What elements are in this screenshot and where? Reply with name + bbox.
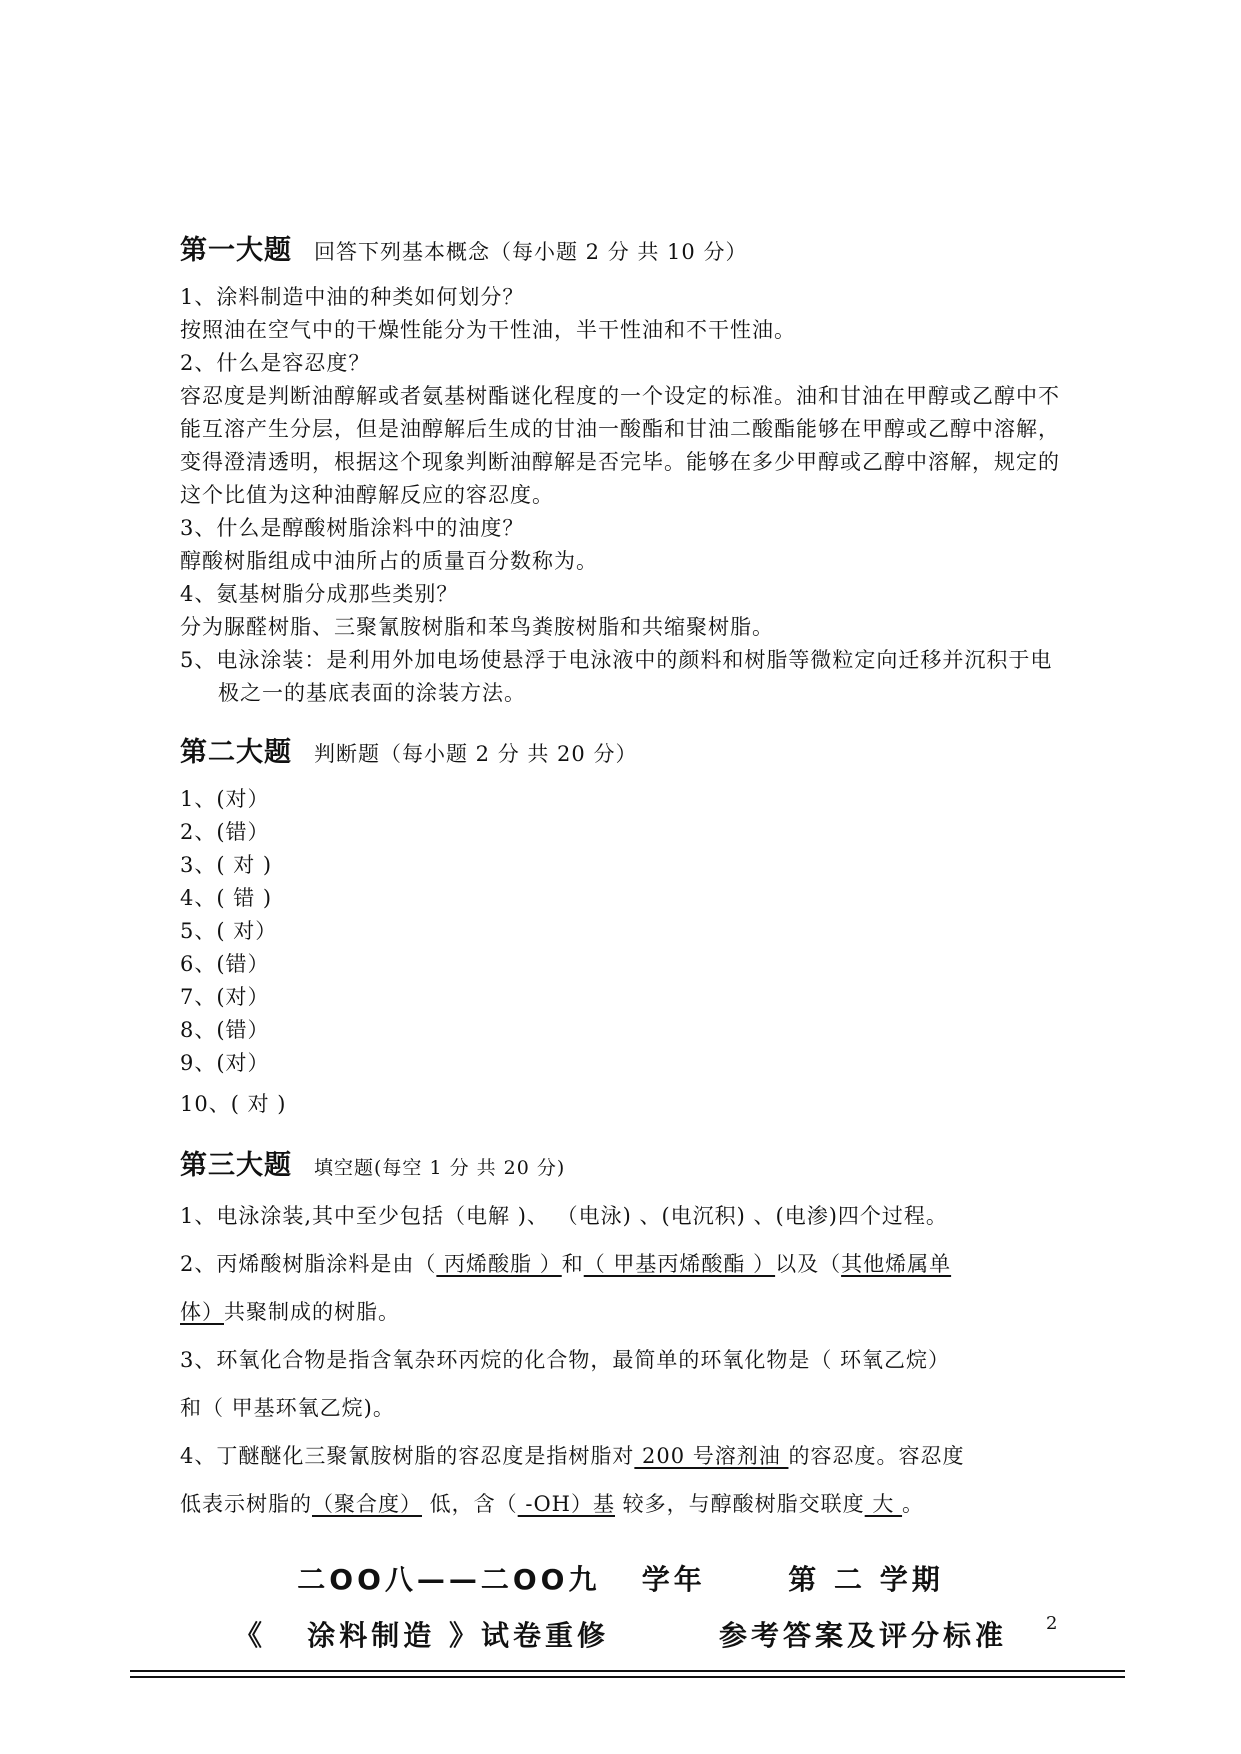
q2-text: 2、丙烯酸树脂涂料是由（ — [180, 1252, 437, 1276]
q2-text: 共聚制成的树脂。 — [224, 1300, 400, 1324]
judge-item: 1、(对） — [180, 787, 270, 811]
section3-desc: 填空题(每空 1 分 共 20 分) — [314, 1157, 566, 1179]
section2-desc: 判断题（每小题 2 分 共 20 分） — [314, 742, 638, 766]
judge-item: 9、(对） — [180, 1051, 270, 1075]
judge-item: 10、( 对 ) — [180, 1092, 287, 1116]
s3-question-2-line-2 — [180, 1288, 1060, 1336]
section3-title: 第三大题 — [180, 1150, 292, 1181]
s3-question-3-line-2: 和（ 甲基环氧乙烷)。 — [180, 1396, 395, 1420]
footer-title-line: 《 涂料制造 》试卷重修 参考答案及评分标准 — [234, 1619, 1007, 1652]
judge-item: 3、( 对 ) — [180, 853, 273, 877]
section2-title: 第二大题 — [180, 737, 292, 768]
q4-blank-1: 200 号溶剂油 — [634, 1444, 789, 1468]
s1-answer-1: 按照油在空气中的干燥性能分为干性油，半干性油和不干性油。 — [180, 318, 796, 342]
q4-blank-4: 大 — [864, 1492, 903, 1516]
q4-blank-2: （聚合度） — [312, 1492, 422, 1516]
q2-text: 和 — [561, 1252, 584, 1276]
q2-blank-3: 其他烯属单 — [841, 1252, 952, 1276]
s1-question-5: 5、电泳涂装：是利用外加电场使悬浮于电泳液中的颜料和树脂等微粒定向迁移并沉积于电极之一的基底表面的涂装方法。 — [180, 648, 1053, 705]
section3-heading — [180, 1143, 1060, 1182]
s1-question-2: 2、什么是容忍度？ — [180, 351, 371, 375]
page-number: 2 — [1046, 1613, 1058, 1634]
q2-blank-2: （ 甲基丙烯酸酯 ） — [583, 1252, 776, 1276]
s1-answer-2: 容忍度是判断油醇解或者氨基树酯谜化程度的一个设定的标准。油和甘油在甲醇或乙醇中不能互溶产生分层，但是油醇解后生成的甘油一酸酯和甘油二酸酯能够在甲醇或乙醇中溶解，变得澄清透明，根据这个现象判断油醇解是否完毕。能够在多少甲醇或乙醇中溶解，规定的这个比值为这种油醇解反应的容忍度。 — [180, 384, 1060, 507]
section1-heading — [180, 228, 1060, 267]
judge-item: 8、(错） — [180, 1018, 270, 1042]
s3-question-3-line-1: 3、环氧化合物是指含氧杂环丙烷的化合物，最简单的环氧化物是（ 环氧乙烷） — [180, 1348, 951, 1372]
q4-text: 的容忍度。容忍度 — [788, 1444, 965, 1468]
judge-item: 6、(错） — [180, 952, 270, 976]
page-content — [180, 228, 1060, 1528]
q2-text: 以及（ — [775, 1252, 842, 1276]
s3-question-4-line-2 — [180, 1480, 1060, 1528]
q4-text: 4、丁醚醚化三聚氰胺树脂的容忍度是指树脂对 — [180, 1444, 635, 1468]
footer-year-line: 二OO八——二OO九 学年 第 二 学期 — [297, 1563, 944, 1596]
s1-question-3: 3、什么是醇酸树脂涂料中的油度？ — [180, 516, 525, 540]
q2-blank-1: 丙烯酸脂 ） — [436, 1252, 562, 1276]
q4-text: 低表示树脂的 — [180, 1492, 312, 1516]
s3-question-2-line-1 — [180, 1240, 1060, 1288]
q4-text: 较多，与醇酸树脂交联度 — [615, 1492, 865, 1516]
section2-heading — [180, 730, 1060, 769]
judge-item: 2、(错） — [180, 820, 270, 844]
s1-answer-4: 分为脲醛树脂、三聚氰胺树脂和苯鸟粪胺树脂和共缩聚树脂。 — [180, 615, 774, 639]
q4-text: 。 — [902, 1492, 925, 1516]
s1-answer-3: 醇酸树脂组成中油所占的质量百分数称为。 — [180, 549, 598, 573]
q4-text: 低，含（ — [422, 1492, 518, 1516]
judge-item: 7、(对） — [180, 985, 270, 1009]
judge-item: 4、( 错 ) — [180, 886, 273, 910]
s1-question-1: 1、涂料制造中油的种类如何划分？ — [180, 285, 525, 309]
s3-question-4-line-1 — [180, 1432, 1060, 1480]
q4-blank-3: -OH）基 — [517, 1492, 615, 1516]
q2-blank-3-cont: 体） — [180, 1300, 224, 1324]
section1-title: 第一大题 — [180, 235, 292, 266]
section1-desc: 回答下列基本概念（每小题 2 分 共 10 分） — [314, 240, 748, 264]
judge-item: 5、( 对） — [180, 919, 278, 943]
s1-question-4: 4、氨基树脂分成那些类别？ — [180, 582, 459, 606]
s3-question-1: 1、电泳涂装,其中至少包括（电解 )、 （电泳) 、(电沉积) 、(电渗)四个过程。 — [180, 1204, 948, 1228]
footer-double-rule — [130, 1670, 1125, 1678]
